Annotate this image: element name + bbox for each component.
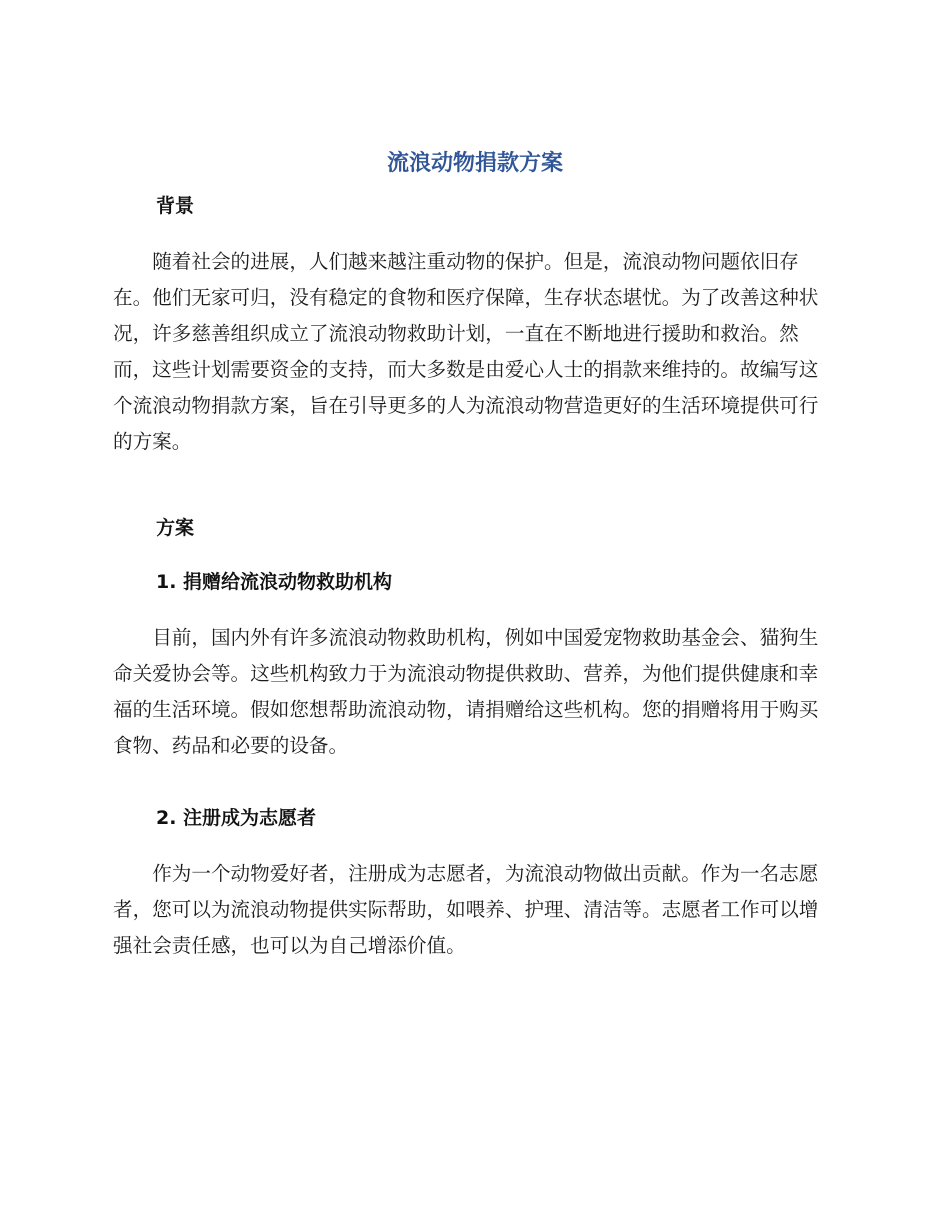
section-heading-donate: 1. 捐赠给流浪动物救助机构: [156, 571, 393, 593]
section-heading-background: 背景: [156, 195, 195, 217]
section-heading-plan: 方案: [156, 517, 195, 539]
donate-paragraph: 目前，国内外有许多流浪动物救助机构，例如中国爱宠物救助基金会、猫狗生命关爱协会等。这些机构致力于为流浪动物提供救助、营养，为他们提供健康和幸福的生活环境。假如您想帮助流浪动物，请捐赠给这些机构。您的捐赠将用于购买食物、药品和必要的设备。: [113, 626, 819, 757]
section-heading-volunteer: 2. 注册成为志愿者: [156, 807, 317, 829]
volunteer-paragraph: 作为一个动物爱好者，注册成为志愿者，为流浪动物做出贡献。作为一名志愿者，您可以为流浪动物提供实际帮助，如喂养、护理、清洁等。志愿者工作可以增强社会责任感，也可以为自己增添价值。: [113, 862, 819, 957]
background-paragraph: 随着社会的进展，人们越来越注重动物的保护。但是，流浪动物问题依旧存在。他们无家可归，没有稳定的食物和医疗保障，生存状态堪忧。为了改善这种状况，许多慈善组织成立了流浪动物救助计划，一直在不断地进行援助和救治。然而，这些计划需要资金的支持，而大多数是由爱心人士的捐款来维持的。故编写这个流浪动物捐款方案，旨在引导更多的人为流浪动物营造更好的生活环境提供可行的方案。: [113, 250, 819, 453]
document-title: 流浪动物捐款方案: [386, 151, 563, 176]
